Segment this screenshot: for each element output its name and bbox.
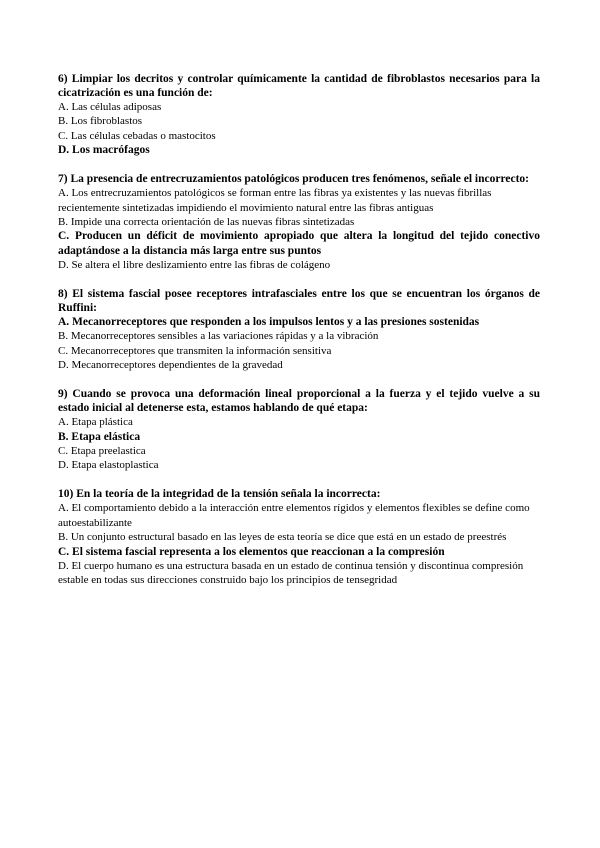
option-a: A. Las células adiposas (58, 101, 162, 113)
option-b: B. Los fibroblastos (58, 115, 143, 128)
question-title: 10) En la teoría de la integridad de la tensión señala la incorrecta: (58, 488, 381, 501)
question-title: 7) La presencia de entrecruzamientos patológicos producen tres fenómenos, señale el incorrecto: (58, 173, 530, 186)
option-c: C. Mecanorreceptores que transmiten la información sensitiva (58, 344, 332, 357)
question-6 (58, 72, 540, 158)
option-c-correct: C. Producen un déficit de movimiento apropiado que altera la longitud del tejido conectivo adaptándose a la distancia más larga entre sus puntos (58, 230, 540, 257)
question-title: 8) El sistema fascial posee receptores intrafasciales entre los que se encuentran los órganos de Ruffini: (58, 288, 540, 315)
option-d: D. El cuerpo humano es una estructura basada en un estado de continua tensión y discontinua compresión estable en todas sus direcciones construido bajo los principios de tensegridad (58, 559, 524, 587)
question-title: 6) Limpiar los decritos y controlar químicamente la cantidad de fibroblastos necesarios para la cicatrización es una función de: (58, 73, 540, 99)
option-a: A. Los entrecruzamientos patológicos se forman entre las fibras ya existentes y las nuevas fibrillas recientemente sintetizadas impidiendo el movimiento natural entre las fibras antiguas (58, 187, 492, 214)
option-d-correct: D. Los macrófagos (58, 144, 150, 157)
option-d: D. Se altera el libre deslizamiento entre las fibras de colágeno (58, 259, 331, 272)
document-page (58, 72, 540, 602)
option-b: B. Un conjunto estructural basado en las leyes de esta teoría se dice que está en un estado de preestrés (58, 531, 507, 544)
question-7 (58, 172, 540, 272)
option-b-correct: B. Etapa elástica (58, 430, 141, 443)
question-8 (58, 287, 540, 373)
option-a: A. Etapa plástica (58, 416, 133, 429)
option-a-correct: A. Mecanorreceptores que responden a los impulsos lentos y a las presiones sostenidas (58, 316, 480, 329)
option-b: B. Impide una correcta orientación de las nuevas fibras sintetizadas (58, 215, 355, 228)
question-9 (58, 387, 540, 473)
option-c: C. Las células cebadas o mastocitos (58, 129, 216, 142)
option-d: D. Mecanorreceptores dependientes de la gravedad (58, 359, 283, 372)
question-title: 9) Cuando se provoca una deformación lineal proporcional a la fuerza y el tejido vuelve a su estado inicial al detenerse esta, estamos hablando de qué etapa: (58, 388, 540, 415)
option-c: C. Etapa preelastica (58, 445, 146, 457)
option-a: A. El comportamiento debido a la interacción entre elementos rígidos y elementos flexibles se define como autoestabilizante (58, 502, 530, 529)
option-d: D. Etapa elastoplastica (58, 459, 159, 472)
option-c-correct: C. El sistema fascial representa a los elementos que reaccionan a la compresión (58, 545, 445, 558)
question-10 (58, 487, 540, 587)
option-b: B. Mecanorreceptores sensibles a las variaciones rápidas y a la vibración (58, 330, 379, 343)
